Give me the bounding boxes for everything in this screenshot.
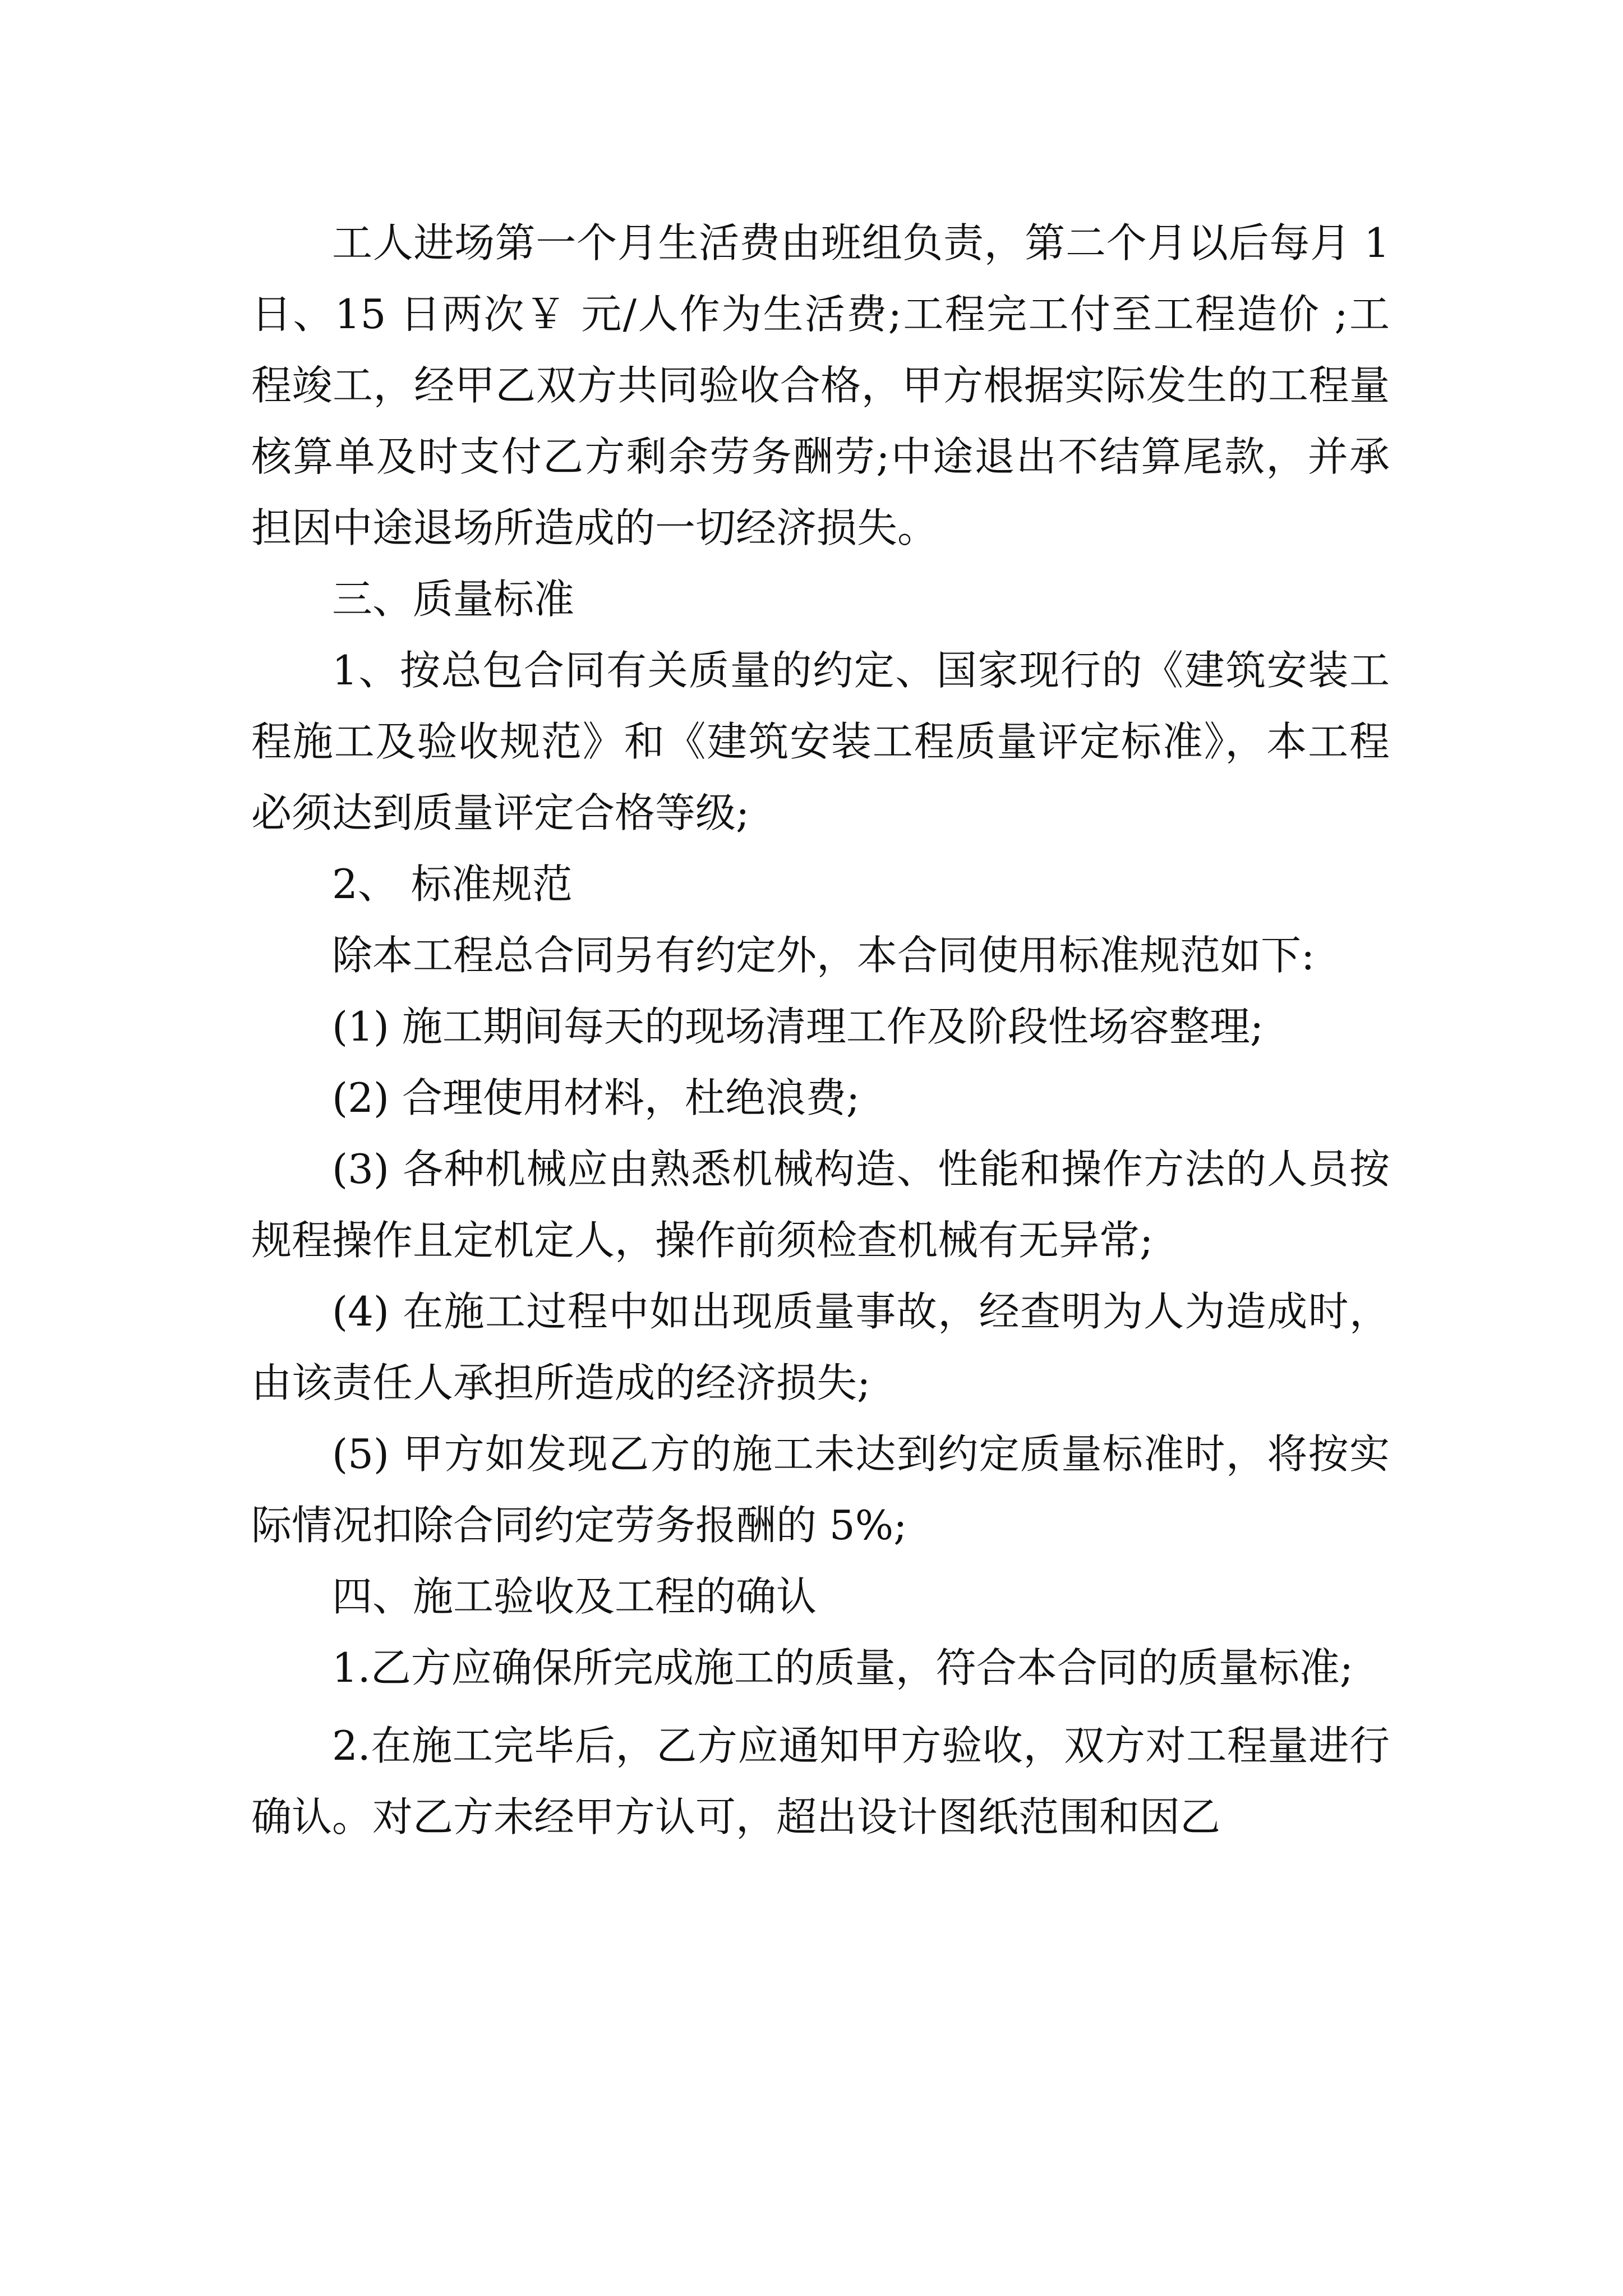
list-item-spec-3: (3) 各种机械应由熟悉机械构造、性能和操作方法的人员按规程操作且定机定人，操作前须检查机械有无异常; [251, 1145, 1390, 1264]
list-item-spec-5: (5) 甲方如发现乙方的施工未达到约定质量标准时，将按实际情况扣除合同约定劳务报酬的 5%; [251, 1430, 1390, 1549]
paragraph-spec-intro: 除本工程总合同另有约定外，本合同使用标准规范如下: [332, 932, 1315, 979]
paragraph-acceptance-2: 2.在施工完毕后，乙方应通知甲方验收，双方对工程量进行确认。对乙方未经甲方认可，超出设计图纸范围和因乙 [251, 1722, 1390, 1841]
document-body [251, 208, 1390, 1853]
list-item-spec-4: (4) 在施工过程中如出现质量事故，经查明为人为造成时，由该责任人承担所造成的经济损失; [251, 1288, 1390, 1406]
section-heading-quality-standard: 三、质量标准 [332, 576, 575, 623]
paragraph-acceptance-1: 1.乙方应确保所完成施工的质量，符合本合同的质量标准; [332, 1644, 1353, 1691]
list-item-spec-2: (2) 合理使用材料，杜绝浪费; [332, 1074, 860, 1121]
section-heading-acceptance: 四、施工验收及工程的确认 [332, 1573, 817, 1620]
paragraph-quality-clause-1: 1、按总包合同有关质量的约定、国家现行的《建筑安装工程施工及验收规范》和《建筑安装工程质量评定标准》，本工程必须达到质量评定合格等级; [251, 647, 1390, 836]
list-item-spec-1: (1) 施工期间每天的现场清理工作及阶段性场容整理; [332, 1003, 1264, 1050]
paragraph-living-expenses: 工人进场第一个月生活费由班组负责，第二个月以后每月 1 日、15 日两次￥ 元/人作为生活费;工程完工付至工程造价 ;工程竣工，经甲乙双方共同验收合格，甲方根据实际发生的工程量核算单及时支付乙方剩余劳务酬劳;中途退出不结算尾款，并承担因中途退场所造成的一切经济损失。 [251, 219, 1390, 551]
subheading-standard-spec: 2、 标准规范 [332, 861, 573, 908]
